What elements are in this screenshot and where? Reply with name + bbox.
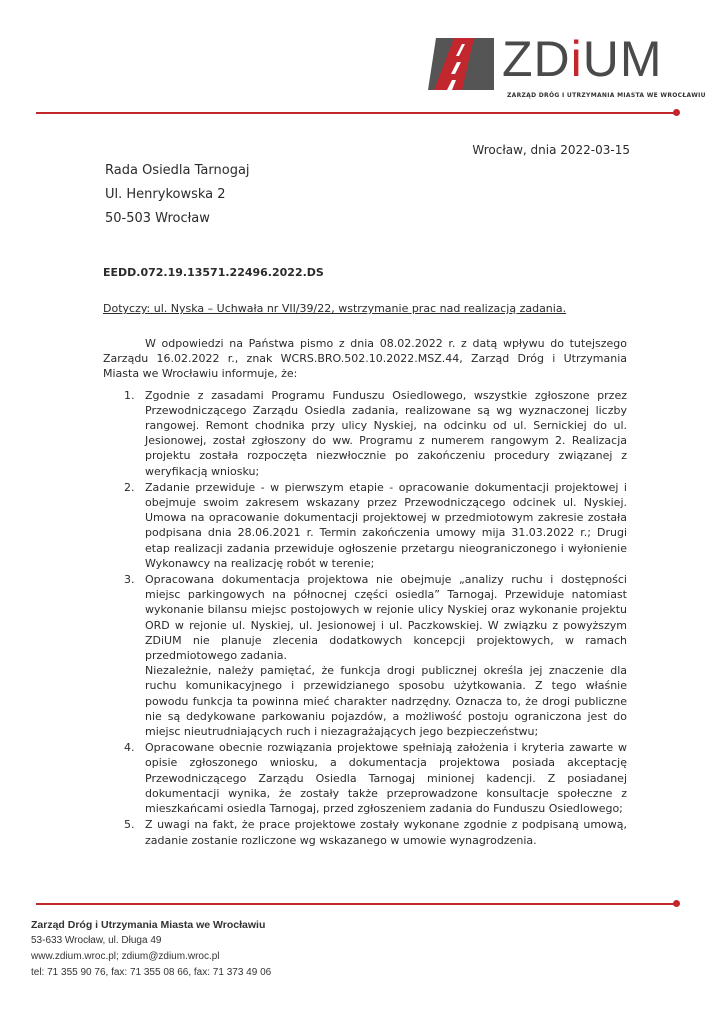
list-item	[103, 388, 627, 479]
list-number: 3.	[124, 573, 135, 587]
points-list	[103, 388, 627, 848]
footer-web: www.zdium.wroc.pl; zdium@zdium.wroc.pl	[31, 951, 220, 962]
letter-body	[103, 336, 627, 849]
list-text: Zadanie przewiduje - w pierwszym etapie - opracowanie dokumentacji projektowej i obejmuje swoim zakresem wskazany przez Przewodniczącego odcinek ul. Nyskiej. Umowa na opracowanie dokumentacji projektowej w przedmiotowym zakresie została podpisana dnia 28.06.2021 r. Termin zakończenia umowy mija 31.03.2022 r.; Drugi etap realizacji zadania przewiduje ogłoszenie przetargu nieograniczonego i wyłonienie Wykonawcy na realizację robót w terenie;	[145, 480, 627, 570]
zdium-logo-icon	[428, 38, 494, 90]
list-number: 1.	[124, 388, 135, 402]
list-text: Zgodnie z zasadami Programu Funduszu Osiedlowego, wszystkie zgłoszone przez Przewodniczącego Zarządu Osiedla zadania, realizowane są wg wyznaczonej liczby rangowej. Remont chodnika przy ulicy Nyskiej, na odcinku od ul. Sernickiej do ul. Jesionowej, został zgłoszony do ww. Programu z numerem rangowym 2. Realizacja projektu została rozpoczęta niezwłocznie po zakończeniu procedury związanej z weryfikacją wniosku;	[145, 388, 627, 478]
intro-paragraph: W odpowiedzi na Państwa pismo z dnia 08.02.2022 r. z datą wpływu do tutejszego Zarządu 16.02.2022 r., znak WCRS.BRO.502.10.2022.MSZ.44, Zarząd Dróg i Utrzymania Miasta we Wrocławiu informuje, że:	[103, 337, 627, 381]
list-text: Opracowana dokumentacja projektowa nie obejmuje „analizy ruchu i dostępności miejsc parkingowych na północnej części osiedla” Tarnogaj. Przewiduje natomiast wykonanie bilansu miejsc postojowych w rejonie ulicy Nyskiej oraz wykonanie projektu ORD w rejonie ul. Nyskiej, ul. Jesionowej i ul. Paczkowskiej. W związku z powyższym ZDiUM nie planuje zlecenia dodatkowych koncepcji projektowych, w ramach przedmiotowego zadania.	[145, 573, 627, 663]
list-item	[103, 740, 627, 816]
list-item	[103, 480, 627, 571]
letter-date: Wrocław, dnia 2022-03-15	[472, 143, 630, 157]
list-text-continuation: Niezależnie, należy pamiętać, że funkcja drogi publicznej określa jej znaczenie dla ruchu komunikacyjnego i przewidzianego sposobu użytkowania. Z tego właśnie powodu funkcja ta powinna mieć charakter nadrzędny. Oznacza to, że drogi publiczne nie są dedykowane parkowaniu pojazdów, a możliwość postoju ograniczona jest do miejsc nieutrudniających ruch i niezagrażających jego bezpieczeństwu;	[145, 664, 627, 739]
footer-phones: tel: 71 355 90 76, fax: 71 355 08 66, fax: 71 373 49 06	[31, 967, 272, 978]
footer-divider-dot	[673, 900, 680, 907]
list-number: 2.	[124, 480, 135, 494]
list-item	[103, 817, 627, 847]
logo-wordmark: ZDiUM	[502, 31, 663, 87]
logo-tagline: ZARZĄD DRÓG I UTRZYMANIA MIASTA WE WROCŁAWIU	[507, 92, 706, 99]
header-divider	[36, 112, 676, 114]
list-text: Opracowane obecnie rozwiązania projektowe spełniają założenia i kryteria zawarte w opisie zgłoszonego wniosku, a dokumentacja projektowa posiada akceptację Przewodniczącego Zarządu Osiedla Tarnogaj minionej kadencji. Z posiadanej dokumentacji wynika, że zostały także przeprowadzone konsultacje społeczne z mieszkańcami osiedla Tarnogaj, przed zgłoszeniem zadania do Funduszu Osiedlowego;	[145, 741, 627, 816]
reference-number: EEDD.072.19.13571.22496.2022.DS	[103, 266, 324, 279]
recipient-name: Rada Osiedla Tarnogaj	[105, 163, 250, 178]
list-text: Z uwagi na fakt, że prace projektowe zostały wykonane zgodnie z podpisaną umową, zadanie zostanie rozliczone wg wskazanego w umowie wynagrodzenia.	[145, 818, 627, 847]
recipient-city: 50-503 Wrocław	[105, 211, 210, 226]
footer	[31, 917, 271, 981]
footer-address: 53-633 Wrocław, ul. Długa 49	[31, 935, 162, 946]
list-number: 5.	[124, 818, 135, 832]
list-item	[103, 572, 627, 739]
recipient-street: Ul. Henrykowska 2	[105, 187, 226, 202]
header-divider-dot	[673, 109, 680, 116]
letter-subject: Dotyczy: ul. Nyska – Uchwała nr VII/39/22, wstrzymanie prac nad realizacją zadania.	[103, 302, 567, 315]
footer-divider	[36, 903, 676, 905]
footer-org-name: Zarząd Dróg i Utrzymania Miasta we Wrocławiu	[31, 919, 266, 931]
list-number: 4.	[124, 741, 135, 755]
